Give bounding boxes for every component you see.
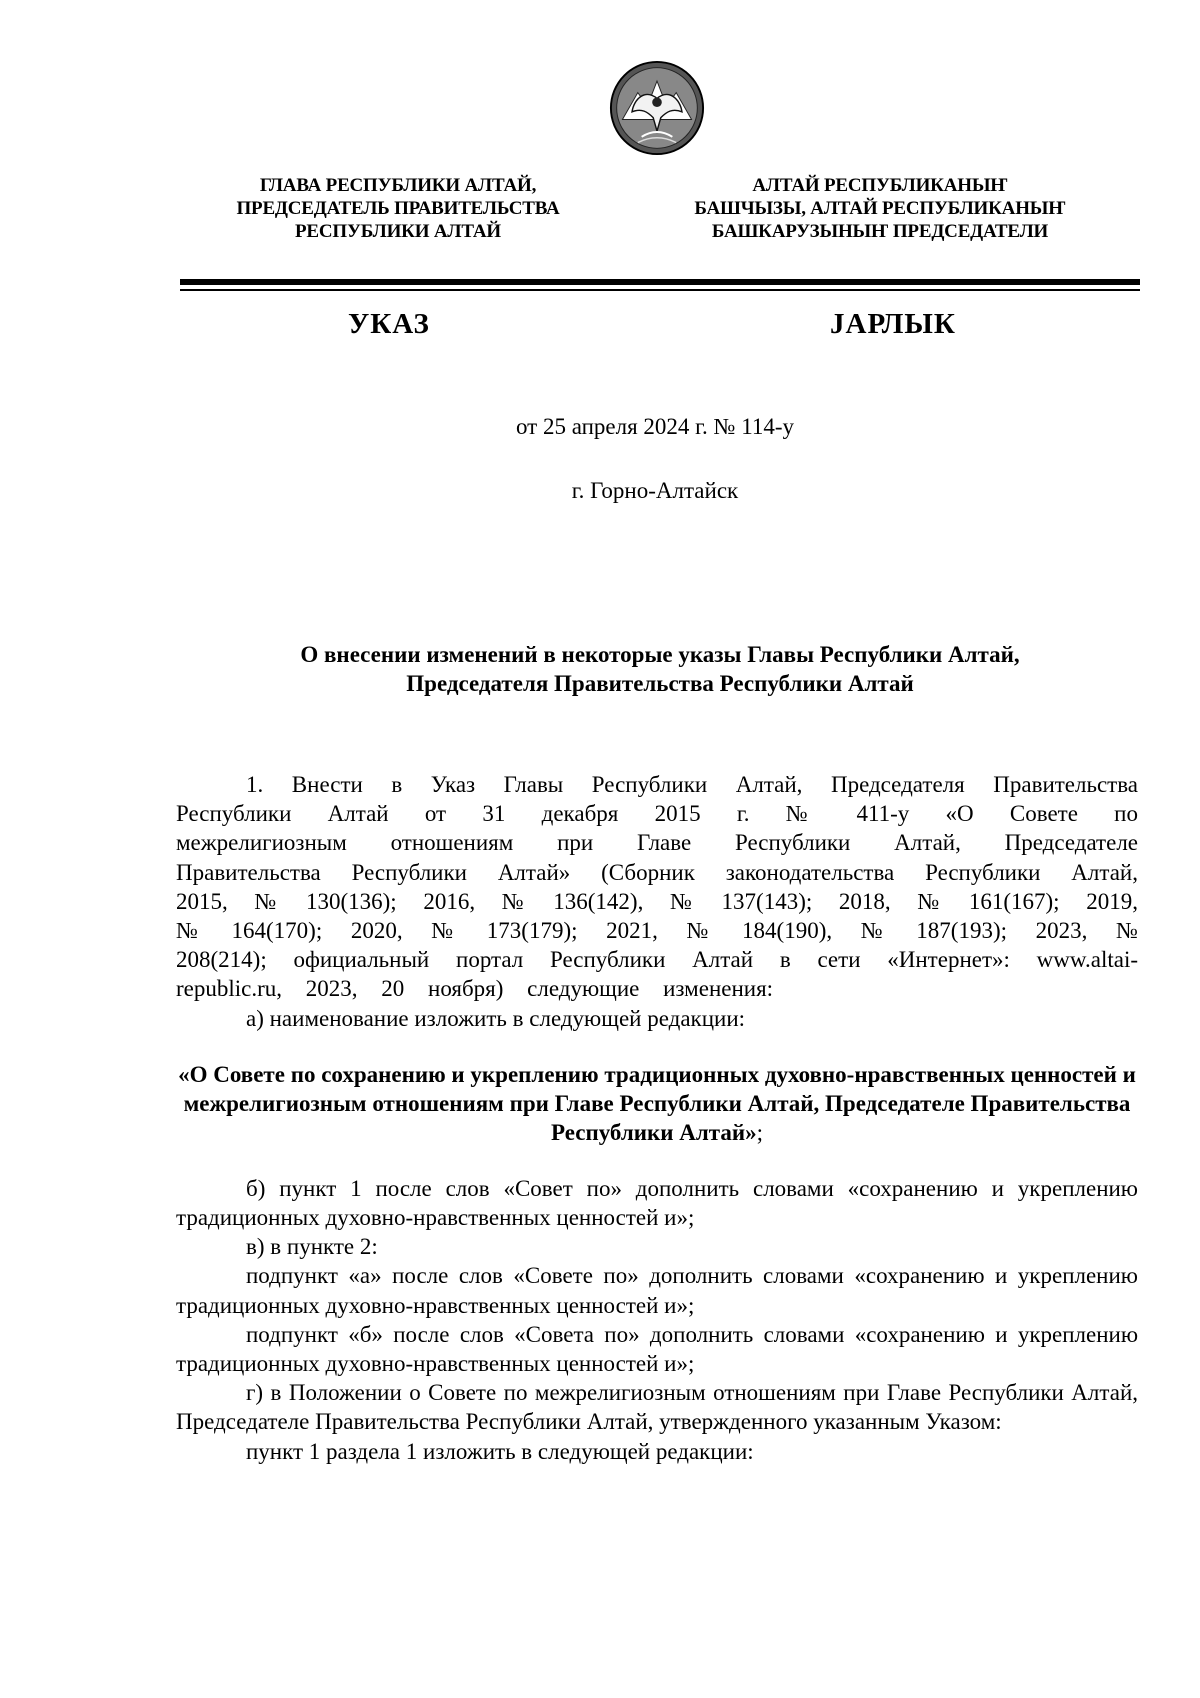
decree-title-line: Председателя Правительства Республики Алтай [406, 671, 914, 696]
new-name-quote [176, 1060, 1138, 1147]
header-right-line: БАШЧЫЗЫ, АЛТАЙ РЕСПУБЛИКАНЫҤ [694, 198, 1066, 219]
header-left-line: ГЛАВА РЕСПУБЛИКИ АЛТАЙ, [259, 175, 537, 196]
doc-type-left: УКАЗ [348, 308, 430, 340]
decree-title-line: О внесении изменений в некоторые указы Главы Республики Алтай, [300, 642, 1020, 667]
header-right-line: БАШКАРУЗЫНЫҤ ПРЕДСЕДАТЕЛИ [711, 221, 1049, 242]
header-divider-thin [180, 289, 1140, 291]
new-name-quote-text: «О Совете по сохранению и укреплению традиционных духовно-нравственных ценностей и межрелигиозным отношениям при Главе Республики Алтай, Председателе Правительства Республики Алтай» [178, 1061, 1136, 1145]
doc-type-right: JАРЛЫК [830, 308, 956, 340]
header-left-line: ПРЕДСЕДАТЕЛЬ ПРАВИТЕЛЬСТВА [236, 198, 560, 219]
decree-body [176, 770, 1138, 1466]
coat-of-arms-emblem [609, 60, 705, 156]
subitem-a: подпункт «а» после слов «Совете по» дополнить словами «сохранению и укреплению традиционных духовно-нравственных ценностей и»; [176, 1263, 1138, 1318]
header-divider-thick [180, 279, 1140, 285]
item-v: в) в пункте 2: [246, 1234, 378, 1260]
new-name-quote-tail: ; [756, 1119, 763, 1145]
header-left-line: РЕСПУБЛИКИ АЛТАЙ [295, 221, 501, 242]
decree-title [180, 640, 1140, 698]
paragraph-1: 1. Внести в Указ Главы Республики Алтай, Председателя Правительства Республики Алтай от 31 декабря 2015 г. № 411-у «О Совете по межрелигиозным отношениям при Главе Республики Алтай, Председателе Правительства Республики Алтай» (Сборник законодательства Республики Алтай, 2015, № 130(136); 2016, № 136(142), № 137(143); 2018, № 161(167); 2019, № 164(170); 2020, № 173(179); 2021, № 184(190), № 187(193); 2023, № 208(214); официальный портал Республики Алтай в сети «Интернет»: www.altai-republic.ru, 2023, 20 ноября) следующие изменения: [176, 772, 1138, 1002]
header-right-authority [660, 174, 1100, 243]
item-g-instruction: пункт 1 раздела 1 изложить в следующей редакции: [246, 1438, 754, 1464]
item-b: б) пункт 1 после слов «Совет по» дополнить словами «сохранению и укреплению традиционных духовно-нравственных ценностей и»; [176, 1175, 1138, 1231]
header-left-authority [178, 174, 618, 243]
subitem-b: подпункт «б» после слов «Совета по» дополнить словами «сохранению и укреплению традиционных духовно-нравственных ценностей и»; [176, 1321, 1138, 1377]
decree-city: г. Горно-Алтайск [571, 478, 739, 503]
item-a: а) наименование изложить в следующей редакции: [246, 1005, 746, 1031]
item-g: г) в Положении о Совете по межрелигиозным отношениям при Главе Республики Алтай, Председателе Правительства Республики Алтай, утвержденного указанным Указом: [176, 1380, 1138, 1435]
header-right-line: АЛТАЙ РЕСПУБЛИКАНЫҤ [752, 175, 1008, 196]
decree-date-number: от 25 апреля 2024 г. № 114-у [515, 414, 795, 439]
